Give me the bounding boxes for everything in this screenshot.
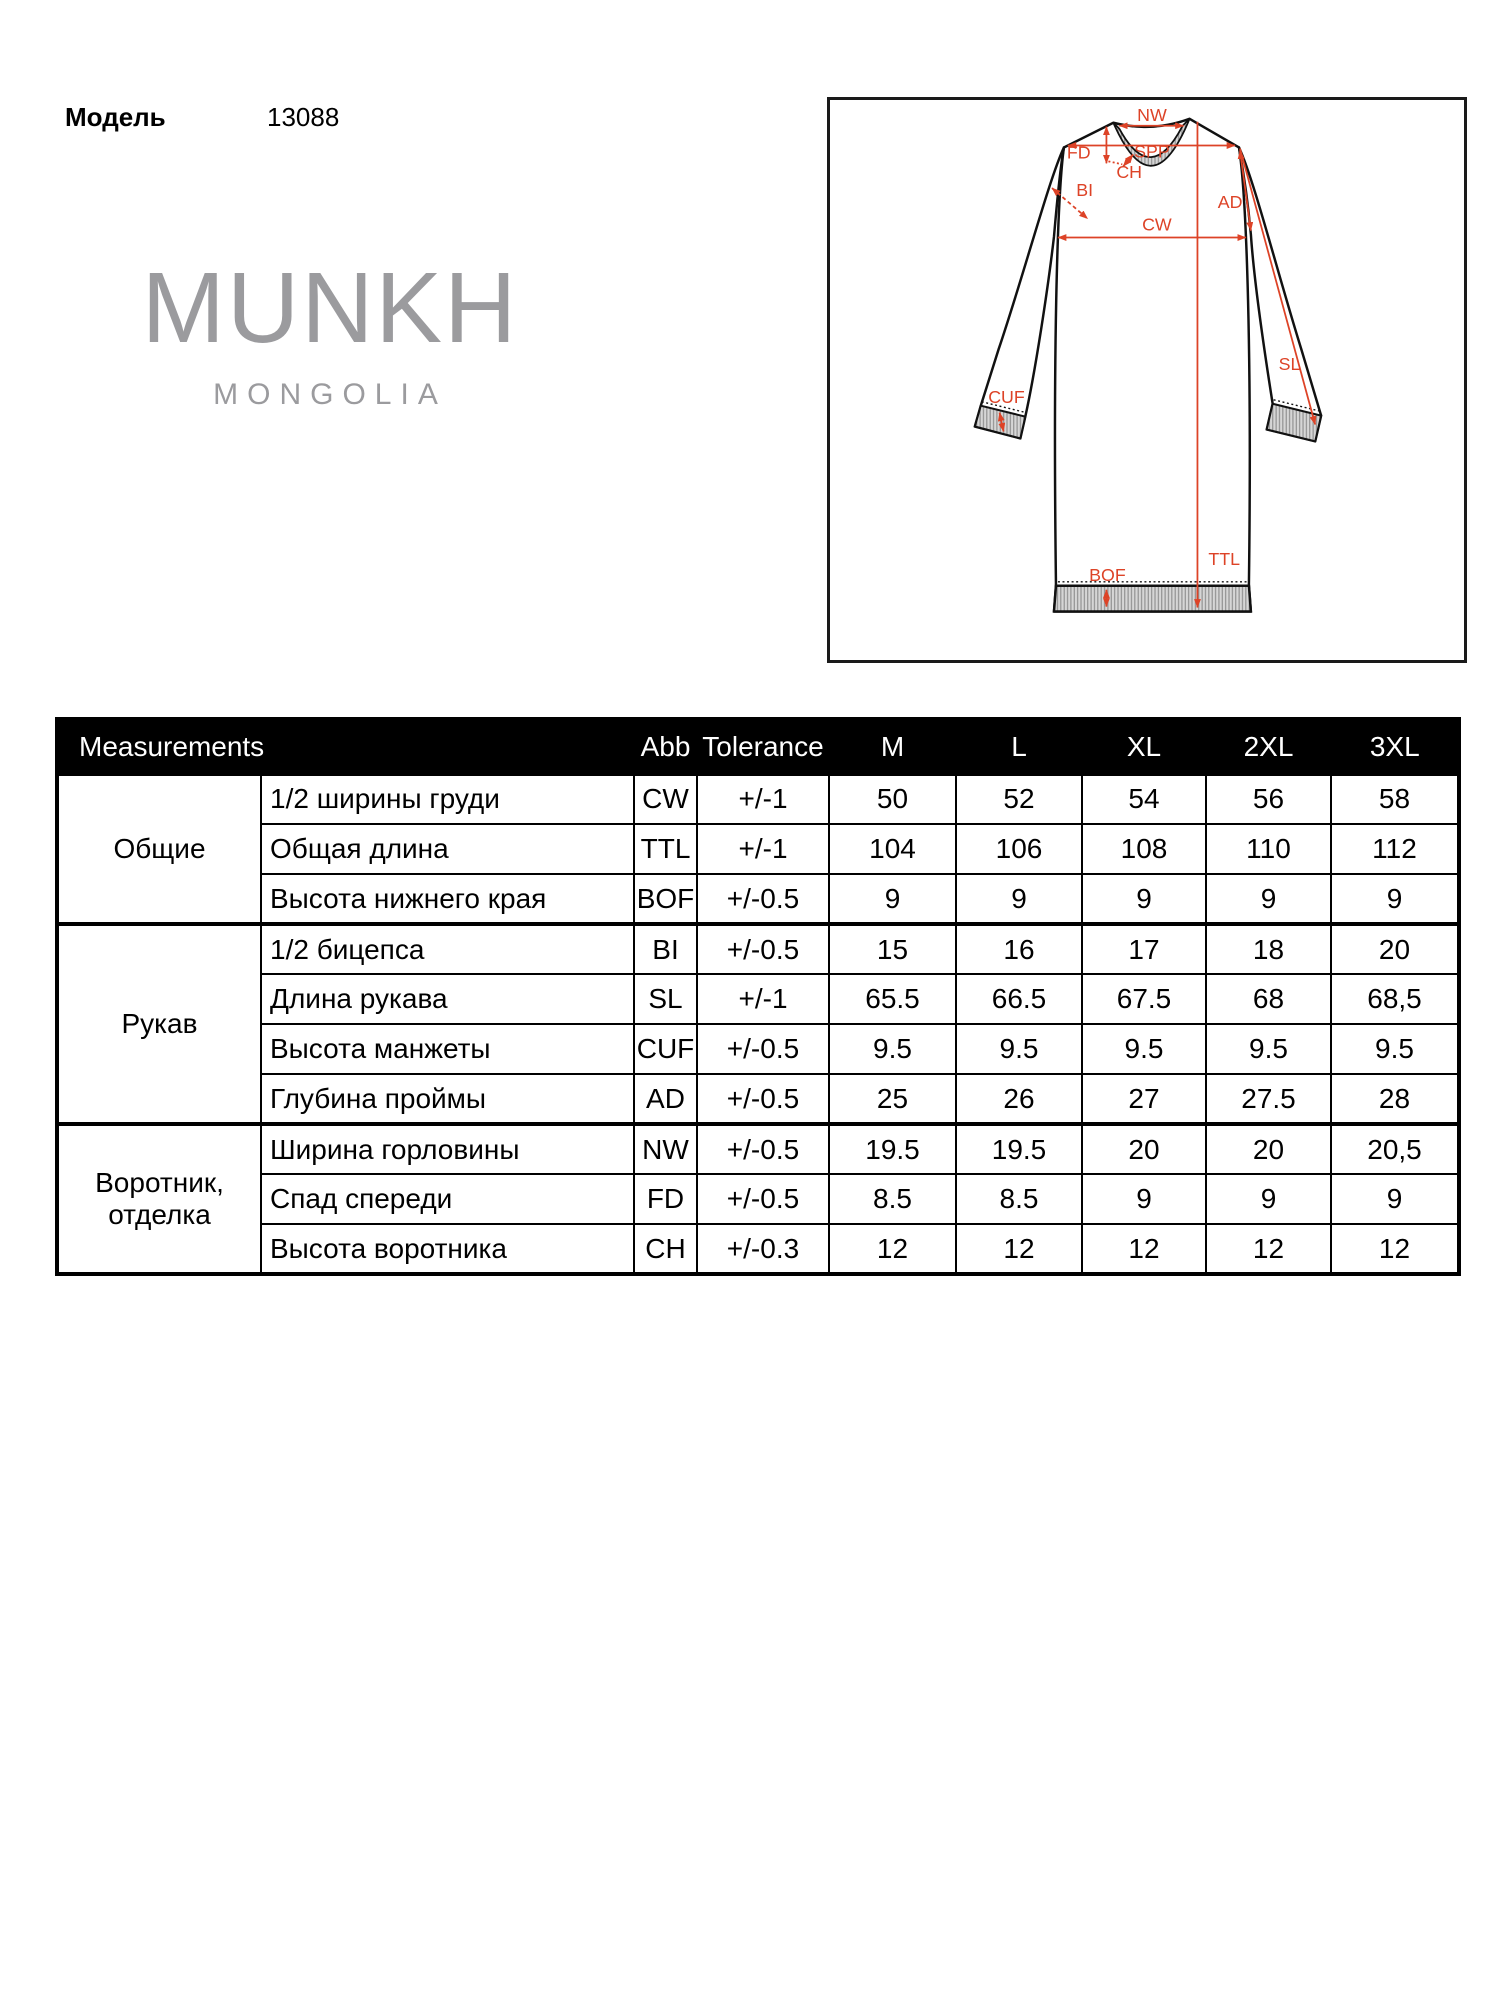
size-value-3xl: 20: [1331, 924, 1459, 974]
measurement-name: Ширина горловины: [261, 1124, 634, 1174]
size-value-xl: 67.5: [1082, 974, 1206, 1024]
size-value-m: 9.5: [829, 1024, 956, 1074]
size-value-2xl: 20: [1206, 1124, 1331, 1174]
size-value-l: 19.5: [956, 1124, 1082, 1174]
measurement-name: 1/2 ширины груди: [261, 774, 634, 824]
size-value-m: 50: [829, 774, 956, 824]
size-value-3xl: 9: [1331, 1174, 1459, 1224]
abbreviation: NW: [634, 1124, 697, 1174]
abbreviation: TTL: [634, 824, 697, 874]
size-value-l: 106: [956, 824, 1082, 874]
tolerance: +/-1: [697, 774, 829, 824]
table-row: [57, 1174, 1459, 1224]
size-value-xl: 54: [1082, 774, 1206, 824]
size-value-3xl: 112: [1331, 824, 1459, 874]
size-value-l: 26: [956, 1074, 1082, 1124]
header-tolerance: Tolerance: [697, 719, 829, 774]
group-label: Воротник, отделка: [57, 1124, 261, 1274]
size-value-3xl: 12: [1331, 1224, 1459, 1274]
hem-band: [1054, 586, 1251, 612]
size-value-xl: 9: [1082, 874, 1206, 924]
measurement-name: Длина рукава: [261, 974, 634, 1024]
group-label: Общие: [57, 774, 261, 924]
table-row: [57, 924, 1459, 974]
size-value-l: 9: [956, 874, 1082, 924]
bof-label: BOF: [1089, 564, 1126, 585]
size-value-3xl: 28: [1331, 1074, 1459, 1124]
size-value-xl: 108: [1082, 824, 1206, 874]
size-value-l: 9.5: [956, 1024, 1082, 1074]
size-value-2xl: 9.5: [1206, 1024, 1331, 1074]
size-value-m: 65.5: [829, 974, 956, 1024]
table-row: [57, 1124, 1459, 1174]
garment-diagram: [830, 100, 1464, 660]
header-size-3xl: 3XL: [1331, 719, 1459, 774]
size-value-l: 52: [956, 774, 1082, 824]
tolerance: +/-0.3: [697, 1224, 829, 1274]
abbreviation: BOF: [634, 874, 697, 924]
measurement-name: Спад спереди: [261, 1174, 634, 1224]
table-row: [57, 824, 1459, 874]
header-size-l: L: [956, 719, 1082, 774]
measurement-name: Высота манжеты: [261, 1024, 634, 1074]
size-value-xl: 9: [1082, 1174, 1206, 1224]
measurement-name: 1/2 бицепса: [261, 924, 634, 974]
abbreviation: CW: [634, 774, 697, 824]
group-label: Рукав: [57, 924, 261, 1124]
tolerance: +/-0.5: [697, 1074, 829, 1124]
size-value-m: 12: [829, 1224, 956, 1274]
table-row: [57, 874, 1459, 924]
table-row: [57, 1074, 1459, 1124]
tolerance: +/-0.5: [697, 1174, 829, 1224]
cuf-label: CUF: [988, 386, 1025, 407]
size-value-xl: 20: [1082, 1124, 1206, 1174]
size-value-m: 104: [829, 824, 956, 874]
size-value-m: 9: [829, 874, 956, 924]
size-value-m: 25: [829, 1074, 956, 1124]
size-value-3xl: 9: [1331, 874, 1459, 924]
nw-label: NW: [1137, 104, 1167, 125]
brand-logo: [130, 252, 530, 412]
table-row: [57, 974, 1459, 1024]
abbreviation: AD: [634, 1074, 697, 1124]
table-header-row: [57, 719, 1459, 774]
tolerance: +/-1: [697, 974, 829, 1024]
model-label: Модель: [65, 102, 166, 132]
header-size-xl: XL: [1082, 719, 1206, 774]
size-value-l: 66.5: [956, 974, 1082, 1024]
size-value-2xl: 9: [1206, 1174, 1331, 1224]
table-row: [57, 1024, 1459, 1074]
size-value-2xl: 12: [1206, 1224, 1331, 1274]
table-row: [57, 1224, 1459, 1274]
size-value-3xl: 68,5: [1331, 974, 1459, 1024]
spp-label: SPP: [1134, 141, 1170, 162]
size-value-2xl: 18: [1206, 924, 1331, 974]
ch-label: CH: [1116, 162, 1143, 183]
tolerance: +/-1: [697, 824, 829, 874]
abbreviation: SL: [634, 974, 697, 1024]
size-value-3xl: 20,5: [1331, 1124, 1459, 1174]
size-value-xl: 17: [1082, 924, 1206, 974]
size-value-2xl: 68: [1206, 974, 1331, 1024]
bi-label: BI: [1076, 179, 1094, 200]
measurement-name: Высота воротника: [261, 1224, 634, 1274]
sl-label: SL: [1278, 354, 1301, 375]
ttl-label: TTL: [1208, 549, 1240, 570]
header-abb: Abb: [634, 719, 697, 774]
measurement-name: Глубина проймы: [261, 1074, 634, 1124]
measurements-table: [55, 717, 1461, 1276]
size-value-2xl: 110: [1206, 824, 1331, 874]
size-value-3xl: 58: [1331, 774, 1459, 824]
header-measurements: Measurements: [57, 719, 634, 774]
size-value-l: 8.5: [956, 1174, 1082, 1224]
size-value-l: 16: [956, 924, 1082, 974]
measurement-name: Общая длина: [261, 824, 634, 874]
ad-label: AD: [1217, 191, 1243, 212]
header-size-2xl: 2XL: [1206, 719, 1331, 774]
tolerance: +/-0.5: [697, 1124, 829, 1174]
abbreviation: CUF: [634, 1024, 697, 1074]
table-row: [57, 774, 1459, 824]
cw-label: CW: [1142, 214, 1172, 235]
fd-label: FD: [1066, 142, 1091, 163]
measurement-name: Высота нижнего края: [261, 874, 634, 924]
model-number: 13088: [267, 102, 340, 132]
size-value-xl: 12: [1082, 1224, 1206, 1274]
size-value-3xl: 9.5: [1331, 1024, 1459, 1074]
brand-name: MUNKH: [141, 252, 519, 364]
size-value-2xl: 27.5: [1206, 1074, 1331, 1124]
abbreviation: BI: [634, 924, 697, 974]
size-value-l: 12: [956, 1224, 1082, 1274]
size-value-2xl: 56: [1206, 774, 1331, 824]
abbreviation: CH: [634, 1224, 697, 1274]
tolerance: +/-0.5: [697, 1024, 829, 1074]
size-value-m: 8.5: [829, 1174, 956, 1224]
garment-diagram-box: [827, 97, 1467, 663]
tolerance: +/-0.5: [697, 874, 829, 924]
tolerance: +/-0.5: [697, 924, 829, 974]
size-value-2xl: 9: [1206, 874, 1331, 924]
size-value-m: 15: [829, 924, 956, 974]
abbreviation: FD: [634, 1174, 697, 1224]
header-size-m: M: [829, 719, 956, 774]
size-value-xl: 27: [1082, 1074, 1206, 1124]
size-value-xl: 9.5: [1082, 1024, 1206, 1074]
size-value-m: 19.5: [829, 1124, 956, 1174]
brand-subtitle: MONGOLIA: [213, 378, 447, 411]
